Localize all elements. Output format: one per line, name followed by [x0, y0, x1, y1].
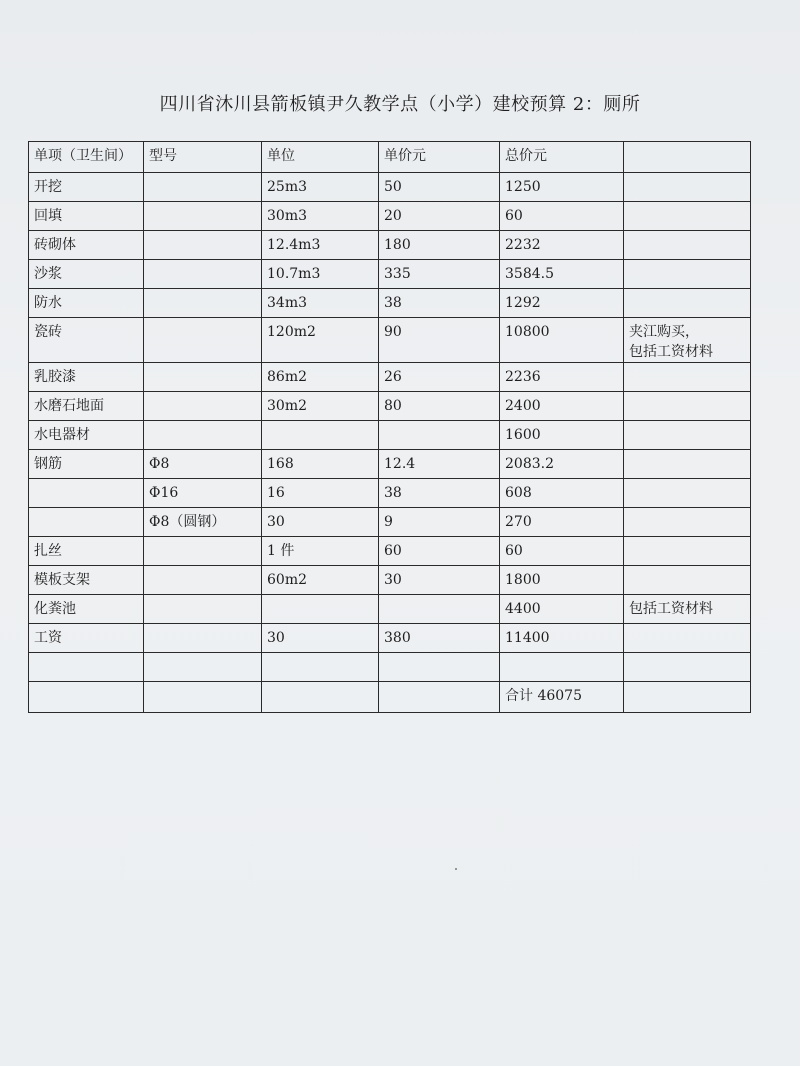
header-cell: 型号: [144, 142, 262, 173]
table-cell: 化粪池: [29, 595, 144, 624]
table-row: [29, 566, 751, 595]
table-cell: [624, 231, 751, 260]
table-cell: 30: [262, 624, 379, 653]
table-cell: [144, 318, 262, 363]
table-cell: 335: [379, 260, 500, 289]
table-row: [29, 450, 751, 479]
table-cell: [624, 653, 751, 682]
table-cell: 608: [500, 479, 624, 508]
table-cell: [624, 173, 751, 202]
table-cell: 12.4: [379, 450, 500, 479]
table-cell: 合计 46075: [500, 682, 624, 713]
table-cell: [262, 595, 379, 624]
table-cell: [624, 260, 751, 289]
table-cell: 30m3: [262, 202, 379, 231]
table-cell: 2083.2: [500, 450, 624, 479]
table-cell: [144, 566, 262, 595]
table-cell: [144, 682, 262, 713]
table-cell: 38: [379, 479, 500, 508]
table-cell: 1 件: [262, 537, 379, 566]
table-cell: [144, 202, 262, 231]
table-cell: [29, 479, 144, 508]
table-cell: 38: [379, 289, 500, 318]
table-row: [29, 595, 751, 624]
table-row: [29, 653, 751, 682]
table-cell: [262, 653, 379, 682]
budget-table: [28, 141, 751, 713]
table-cell: 168: [262, 450, 379, 479]
table-cell: 16: [262, 479, 379, 508]
table-cell: 25m3: [262, 173, 379, 202]
table-cell: 180: [379, 231, 500, 260]
table-cell: [144, 421, 262, 450]
table-cell: [624, 318, 751, 363]
header-cell: [624, 142, 751, 173]
table-cell: 瓷砖: [29, 318, 144, 363]
table-header-row: [29, 142, 751, 173]
table-cell: [144, 363, 262, 392]
table-cell: 3584.5: [500, 260, 624, 289]
table-cell: [624, 392, 751, 421]
table-cell: 1600: [500, 421, 624, 450]
table-cell: 60m2: [262, 566, 379, 595]
table-cell: 沙浆: [29, 260, 144, 289]
table-cell: 包括工资材料: [624, 595, 751, 624]
table-cell: [624, 421, 751, 450]
table-cell: [29, 508, 144, 537]
table-cell: [624, 537, 751, 566]
table-cell: 9: [379, 508, 500, 537]
table-cell: 26: [379, 363, 500, 392]
table-cell: 30: [379, 566, 500, 595]
table-cell: [144, 231, 262, 260]
table-row: [29, 508, 751, 537]
table-cell: [624, 363, 751, 392]
table-cell: [624, 566, 751, 595]
table-row: [29, 392, 751, 421]
table-cell: [379, 682, 500, 713]
table-cell: 1250: [500, 173, 624, 202]
table-cell: 60: [500, 202, 624, 231]
table-cell: [500, 653, 624, 682]
cell-line: 包括工资材料: [629, 344, 713, 360]
table-cell: 模板支架: [29, 566, 144, 595]
cell-line: 夹江购买，: [629, 324, 699, 340]
table-cell: Φ8: [144, 450, 262, 479]
table-cell: [379, 653, 500, 682]
table-row: [29, 231, 751, 260]
table-cell: 10.7m3: [262, 260, 379, 289]
table-cell: 30m2: [262, 392, 379, 421]
header-cell: 单位: [262, 142, 379, 173]
table-cell: [144, 624, 262, 653]
table-cell: [144, 537, 262, 566]
table-cell: [624, 202, 751, 231]
table-cell: [624, 682, 751, 713]
table-cell: [624, 508, 751, 537]
table-cell: [624, 479, 751, 508]
table-cell: 60: [379, 537, 500, 566]
table-cell: [144, 289, 262, 318]
table-cell: 12.4m3: [262, 231, 379, 260]
table-cell: [624, 624, 751, 653]
table-cell: [624, 289, 751, 318]
table-row: [29, 173, 751, 202]
table-cell: 2400: [500, 392, 624, 421]
table-row: [29, 624, 751, 653]
table-cell: [144, 173, 262, 202]
table-cell: 10800: [500, 318, 624, 363]
table-cell: 2236: [500, 363, 624, 392]
table-cell: 回填: [29, 202, 144, 231]
table-cell: Φ16: [144, 479, 262, 508]
table-row: [29, 421, 751, 450]
header-cell: 单项（卫生间）: [29, 142, 144, 173]
table-cell: 90: [379, 318, 500, 363]
table-row: [29, 479, 751, 508]
table-cell: 86m2: [262, 363, 379, 392]
table-cell: 1292: [500, 289, 624, 318]
table-cell: 80: [379, 392, 500, 421]
table-cell: 防水: [29, 289, 144, 318]
table-row: [29, 202, 751, 231]
table-cell: 11400: [500, 624, 624, 653]
table-row: [29, 537, 751, 566]
table-row: [29, 260, 751, 289]
table-cell: 60: [500, 537, 624, 566]
table-cell: 水电器材: [29, 421, 144, 450]
table-row: [29, 318, 751, 363]
table-cell: 砖砌体: [29, 231, 144, 260]
table-cell: [29, 682, 144, 713]
table-cell: 1800: [500, 566, 624, 595]
table-cell: [144, 653, 262, 682]
table-cell: 水磨石地面: [29, 392, 144, 421]
table-cell: 4400: [500, 595, 624, 624]
paper-speck: [455, 868, 457, 870]
table-cell: 扎丝: [29, 537, 144, 566]
table-row: [29, 289, 751, 318]
table-cell: Φ8（圆钢）: [144, 508, 262, 537]
table-row: [29, 682, 751, 713]
header-cell: 总价元: [500, 142, 624, 173]
table-cell: 工资: [29, 624, 144, 653]
table-cell: 50: [379, 173, 500, 202]
table-cell: 30: [262, 508, 379, 537]
table-cell: [144, 260, 262, 289]
table-cell: [29, 653, 144, 682]
table-row: [29, 363, 751, 392]
table-cell: 380: [379, 624, 500, 653]
table-cell: [144, 595, 262, 624]
document-title: 四川省沐川县箭板镇尹久教学点（小学）建校预算 2：厕所: [159, 94, 641, 115]
table-cell: [262, 421, 379, 450]
table-cell: [144, 392, 262, 421]
table-cell: [379, 595, 500, 624]
table-cell: 2232: [500, 231, 624, 260]
table-cell: [624, 450, 751, 479]
table-cell: 34m3: [262, 289, 379, 318]
table-cell: 乳胶漆: [29, 363, 144, 392]
header-cell: 单价元: [379, 142, 500, 173]
table-cell: 钢筋: [29, 450, 144, 479]
table-cell: 120m2: [262, 318, 379, 363]
table-cell: 270: [500, 508, 624, 537]
table-cell: [262, 682, 379, 713]
table-cell: [379, 421, 500, 450]
table-cell: 20: [379, 202, 500, 231]
table-cell: 开挖: [29, 173, 144, 202]
